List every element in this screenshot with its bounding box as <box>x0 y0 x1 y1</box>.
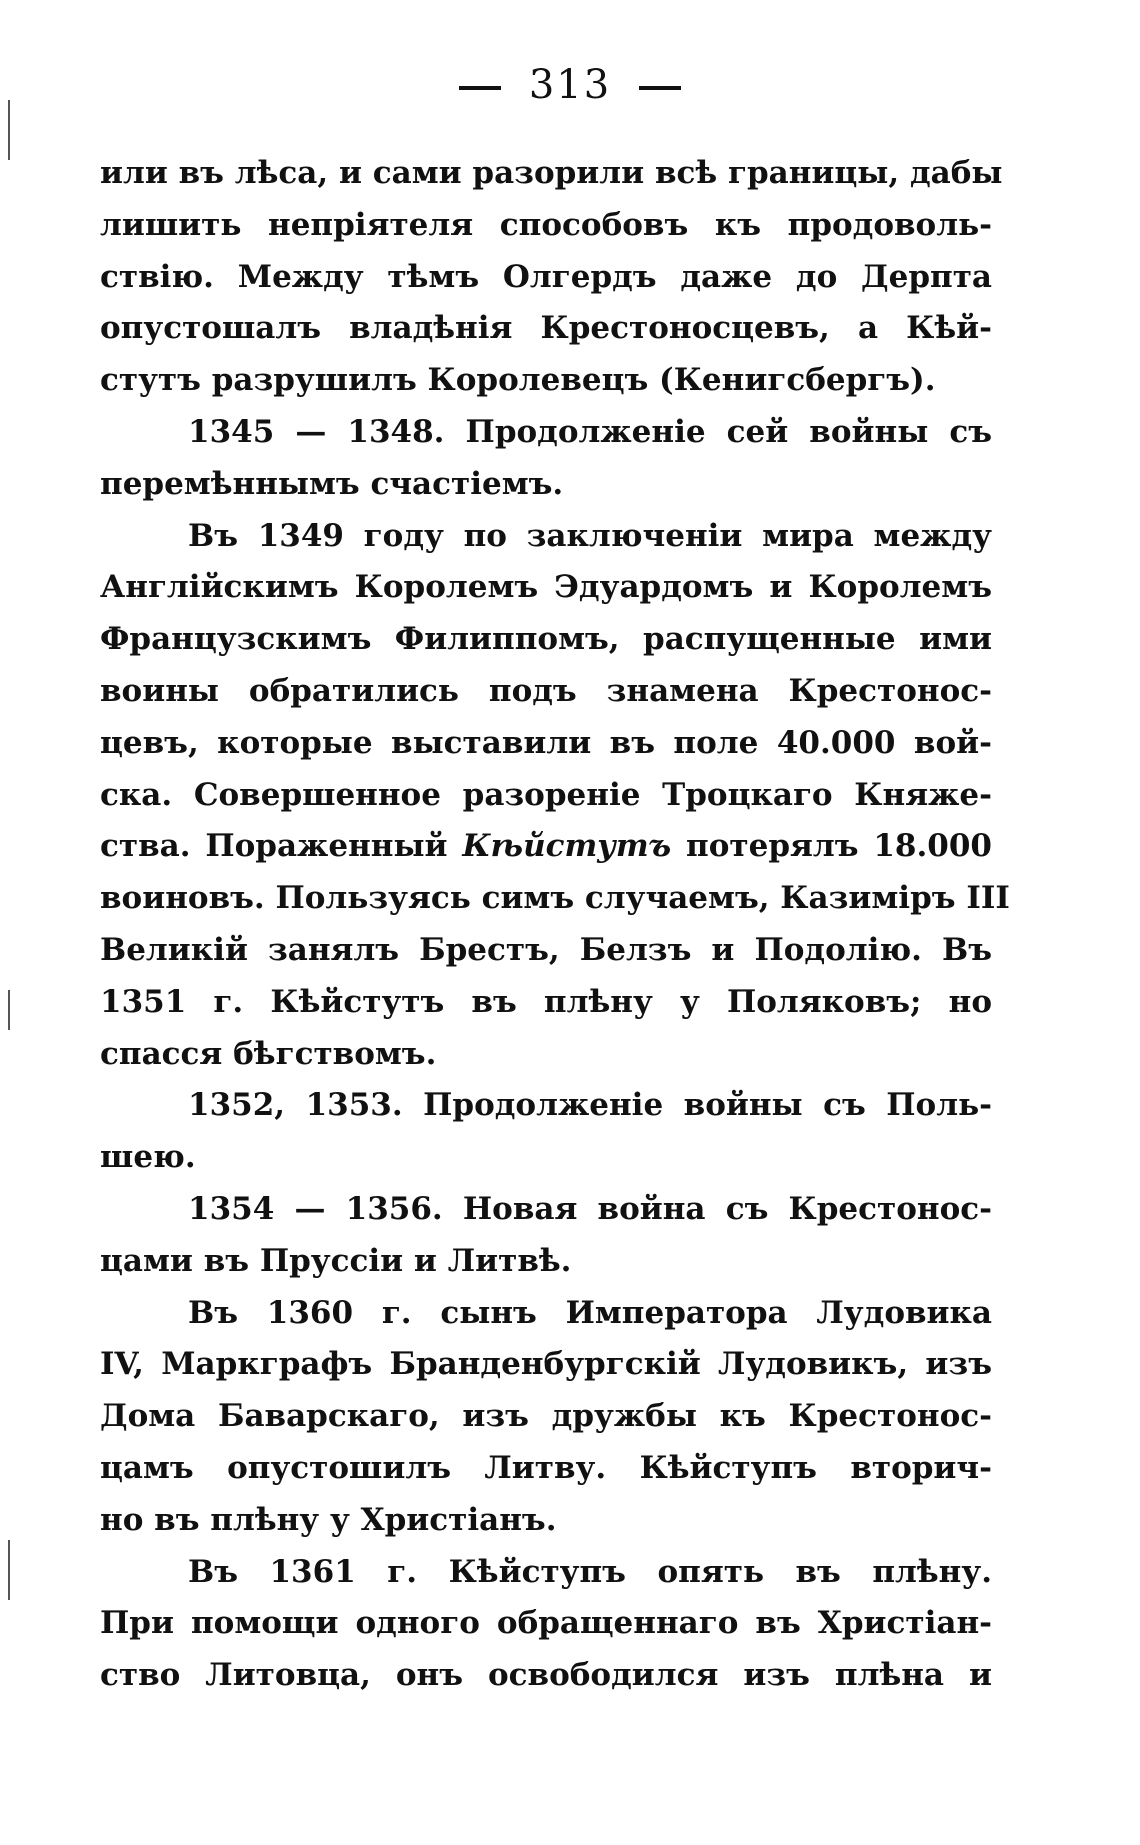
text-line: IV, Маркграфъ Бранденбургскій Лудовикъ, изъ <box>100 1346 992 1383</box>
scan-edge-mark <box>8 990 10 1030</box>
text-line: Англійскимъ Королемъ Эдуардомъ и Королемъ <box>100 569 992 606</box>
text-line: ство Литовца, онъ освободился изъ плѣна и <box>100 1657 992 1694</box>
text-line: опустошалъ владѣнія Крестоносцевъ, а Кѣй- <box>100 310 992 347</box>
text-line: но въ плѣну у Христіанъ. <box>100 1501 557 1538</box>
scan-edge-mark <box>8 100 10 160</box>
text-line: или въ лѣса, и сами разорили всѣ границы, дабы <box>100 155 1003 191</box>
text-line: Великій занялъ Брестъ, Белзъ и Подолію. Въ <box>100 931 992 968</box>
text-line: Въ 1361 г. Кѣйступъ опять въ плѣну. <box>188 1553 992 1590</box>
text-fragment: ства. Пораженный <box>100 828 448 865</box>
text-line: Въ 1360 г. сынъ Императора Лудовика <box>188 1294 992 1331</box>
text-line: воины обратились подъ знамена Крестонос- <box>100 672 992 709</box>
text-line: 1352, 1353. Продолженіе войны съ Поль- <box>188 1087 992 1124</box>
page-header <box>0 62 1140 108</box>
text-line: Французскимъ Филиппомъ, распущенные ими <box>100 621 992 658</box>
text-line: воиновъ. Пользуясь симъ случаемъ, Казиміръ III <box>100 880 1010 917</box>
text-line <box>100 821 992 873</box>
text-line: 1351 г. Кѣйстутъ въ плѣну у Поляковъ; но <box>100 983 992 1020</box>
text-line: шею. <box>100 1139 196 1176</box>
text-line: лишить непріятеля способовъ къ продоволь- <box>100 206 992 243</box>
page-number: 313 <box>528 62 612 108</box>
text-line: спасся бѣгствомъ. <box>100 1035 437 1072</box>
text-line: ствію. Между тѣмъ Олгердъ даже до Дерпта <box>100 258 992 295</box>
header-dash-right <box>639 86 681 90</box>
scan-edge-mark <box>8 1540 10 1600</box>
text-line: стутъ разрушилъ Королевецъ (Кенигсбергъ). <box>100 362 936 399</box>
text-line: 1354 — 1356. Новая война съ Крестонос- <box>188 1190 992 1227</box>
text-line: Дома Баварскаго, изъ дружбы къ Крестонос- <box>100 1398 992 1435</box>
text-line: Въ 1349 году по заключеніи мира между <box>188 517 992 554</box>
text-line: перемѣннымъ счастіемъ. <box>100 465 564 502</box>
body-text <box>100 148 1010 1702</box>
text-line: цевъ, которые выставили въ поле 40.000 вой- <box>100 724 992 761</box>
name-italic: Кѣйстутъ <box>462 828 672 865</box>
text-line: цами въ Пруссіи и Литвѣ. <box>100 1242 572 1279</box>
header-dash-left <box>459 86 501 90</box>
text-line: При помощи одного обращеннаго въ Христіан- <box>100 1605 992 1642</box>
text-fragment: потерялъ 18.000 <box>686 828 992 865</box>
text-line: ска. Совершенное разореніе Троцкаго Княже- <box>100 776 992 813</box>
text-line: цамъ опустошилъ Литву. Кѣйступъ вторич- <box>100 1449 992 1486</box>
text-line: 1345 — 1348. Продолженіе сей войны съ <box>188 413 992 450</box>
